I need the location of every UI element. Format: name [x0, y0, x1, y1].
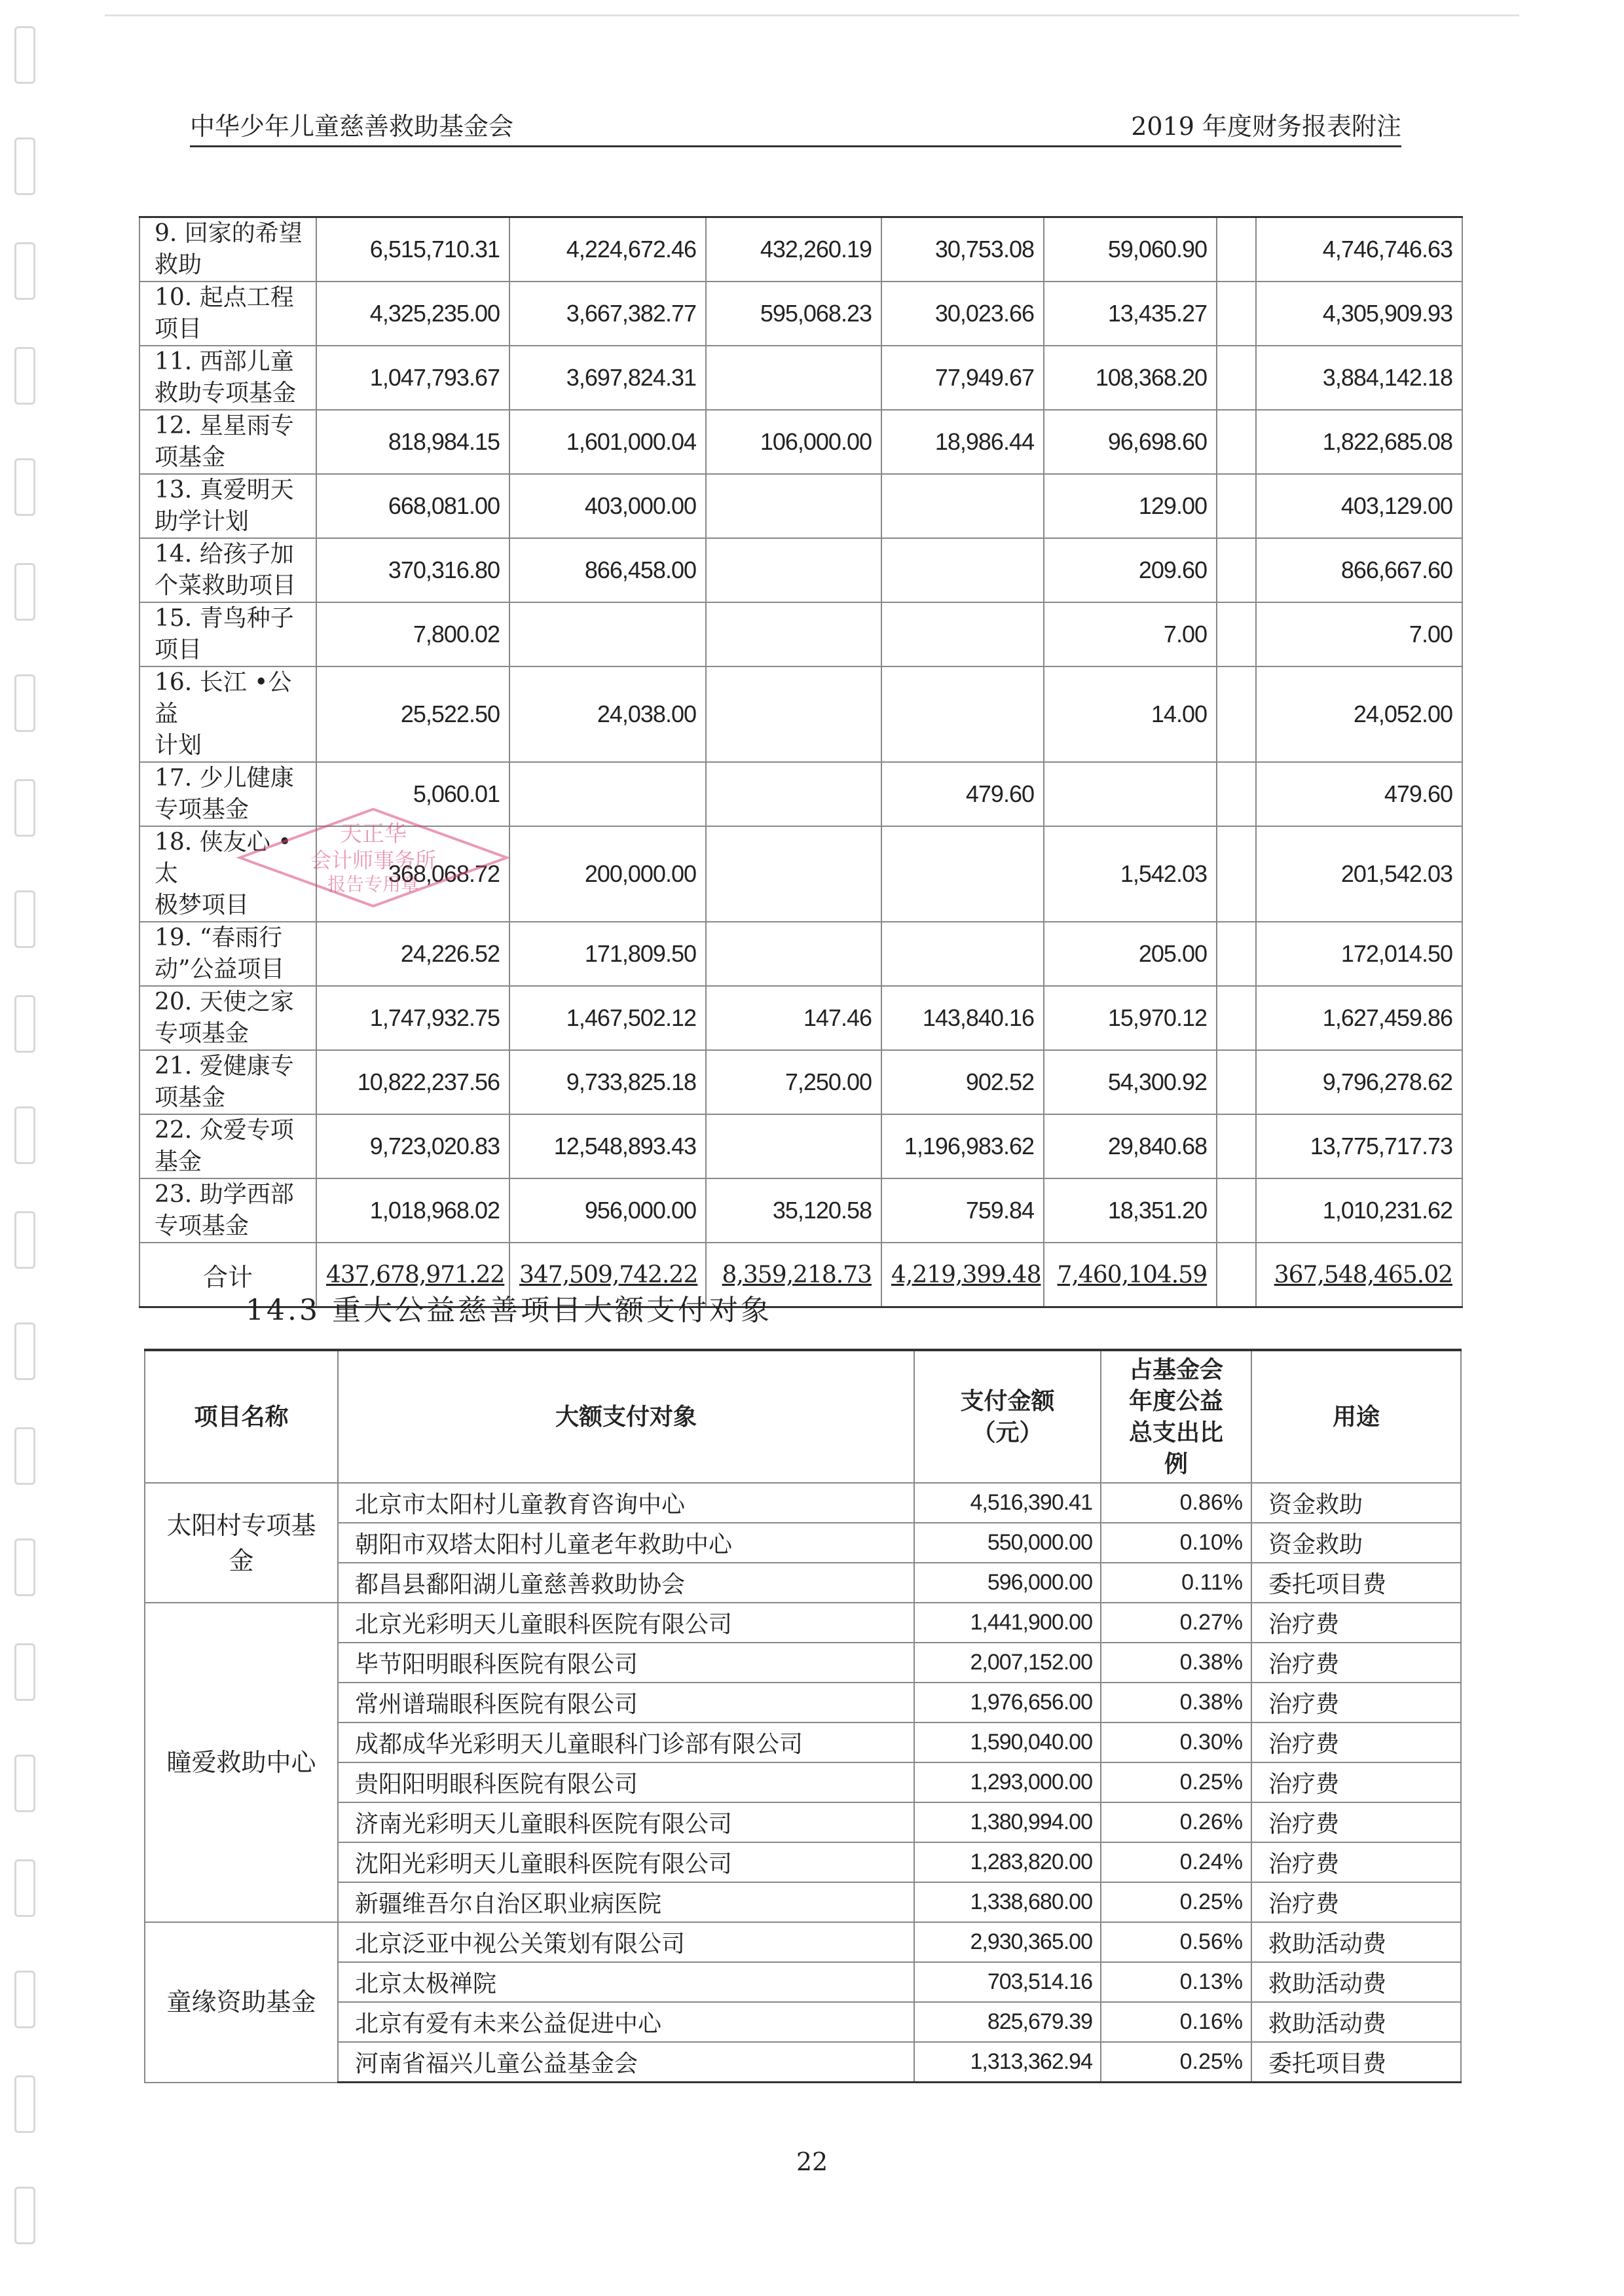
- amount-cell-c4: 902.52: [881, 1050, 1044, 1114]
- table-row: [139, 666, 1462, 762]
- amount-cell-c5: 96,698.60: [1044, 410, 1217, 474]
- payee-cell: 北京泛亚中视公关策划有限公司: [338, 1922, 914, 1962]
- amount-cell-c2: 3,667,382.77: [509, 282, 706, 346]
- project-name-line2: 极梦项目: [155, 892, 249, 919]
- project-name-line2: 计划: [155, 732, 202, 759]
- usage-cell: 委托项目费: [1251, 2042, 1461, 2083]
- binder-mark: [14, 26, 35, 84]
- binder-mark: [14, 347, 35, 405]
- project-name-line2: 专项基金: [155, 1212, 249, 1239]
- amount-cell-c3: [706, 602, 881, 666]
- table-row: [139, 1178, 1462, 1243]
- table-row: [139, 602, 1462, 666]
- amount-cell-c5: 15,970.12: [1044, 986, 1217, 1050]
- table-row: [139, 922, 1462, 986]
- usage-cell: 资金救助: [1251, 1483, 1461, 1523]
- amount-cell-c2: 24,038.00: [509, 666, 706, 762]
- project-name-cell: [139, 922, 316, 986]
- ratio-cell: 0.25%: [1101, 1882, 1251, 1922]
- project-name-cell: [139, 1050, 316, 1114]
- project-name-cell: [139, 410, 316, 474]
- amount-cell: 1,976,656.00: [914, 1683, 1101, 1722]
- amount-cell: 4,516,390.41: [914, 1483, 1101, 1523]
- amount-cell-c3: [706, 826, 881, 922]
- payment-row: [145, 1523, 1461, 1563]
- payee-cell: 北京太极禅院: [338, 1962, 914, 2002]
- payment-row: [145, 1882, 1461, 1922]
- amount-cell: 2,007,152.00: [914, 1643, 1101, 1683]
- payment-row: [145, 2042, 1461, 2083]
- table-row: [139, 410, 1462, 474]
- total-cell-c4: 4,219,399.48: [881, 1243, 1044, 1307]
- payment-row: [145, 1922, 1461, 1962]
- binder-mark: [14, 1643, 35, 1701]
- header-ratio-line3: 总支出比: [1128, 1419, 1223, 1446]
- project-name-cell: [139, 602, 316, 666]
- amount-cell-c4: [881, 474, 1044, 538]
- amount-cell-c3: 106,000.00: [706, 410, 881, 474]
- payee-cell: 北京有爱有未来公益促进中心: [338, 2002, 914, 2042]
- payee-cell: 常州谱瑞眼科医院有限公司: [338, 1683, 914, 1722]
- header-ratio: [1101, 1350, 1251, 1483]
- amount-cell-c2: 171,809.50: [509, 922, 706, 986]
- amount-cell-c7: 4,746,746.63: [1256, 217, 1462, 282]
- project-name-cell: [139, 538, 316, 602]
- project-name-cell: [139, 282, 316, 346]
- payment-row: [145, 1842, 1461, 1882]
- payment-row: [145, 1762, 1461, 1802]
- payee-cell: 北京光彩明天儿童眼科医院有限公司: [338, 1603, 914, 1643]
- usage-cell: 治疗费: [1251, 1762, 1461, 1802]
- ratio-cell: 0.16%: [1101, 2002, 1251, 2042]
- amount-cell-c7: 201,542.03: [1256, 826, 1462, 922]
- amount-cell-c3: [706, 666, 881, 762]
- usage-cell: 救助活动费: [1251, 1922, 1461, 1962]
- amount-cell-c6: [1217, 826, 1256, 922]
- payment-row: [145, 1722, 1461, 1762]
- project-name-cell: [139, 986, 316, 1050]
- amount-cell-c3: [706, 538, 881, 602]
- amount-cell-c4: 18,986.44: [881, 410, 1044, 474]
- amount-cell-c4: 759.84: [881, 1178, 1044, 1243]
- large-payment-table: [144, 1349, 1462, 2083]
- usage-cell: 救助活动费: [1251, 1962, 1461, 2002]
- header-ratio-line2: 年度公益: [1128, 1387, 1223, 1415]
- project-name-line1: 23. 助学西部: [155, 1181, 294, 1208]
- ratio-cell: 0.25%: [1101, 1762, 1251, 1802]
- project-name-cell: [139, 666, 316, 762]
- stamp-line2: 会计师事务所: [310, 848, 437, 873]
- binder-mark: [14, 674, 35, 732]
- amount-cell-c1: 10,822,237.56: [316, 1050, 509, 1114]
- amount-cell-c7: 3,884,142.18: [1256, 346, 1462, 410]
- total-cell-c1: 437,678,971.22: [316, 1243, 509, 1307]
- amount-cell-c5: 7.00: [1044, 602, 1217, 666]
- amount-cell-c5: 14.00: [1044, 666, 1217, 762]
- binder-mark: [14, 2075, 35, 2133]
- project-name-line1: 17. 少儿健康: [155, 765, 294, 792]
- amount-cell: 1,293,000.00: [914, 1762, 1101, 1802]
- amount-cell-c7: 9,796,278.62: [1256, 1050, 1462, 1114]
- project-name-line1: 12. 星星雨专: [155, 412, 294, 439]
- usage-cell: 治疗费: [1251, 1802, 1461, 1842]
- amount-cell-c1: 7,800.02: [316, 602, 509, 666]
- project-name-line2: 项基金: [155, 444, 226, 471]
- payment-row: [145, 1802, 1461, 1842]
- amount-cell-c5: 108,368.20: [1044, 346, 1217, 410]
- total-label: 合计: [139, 1243, 316, 1307]
- report-title: 2019 年度财务报表附注: [1131, 112, 1401, 141]
- ratio-cell: 0.13%: [1101, 1962, 1251, 2002]
- payee-cell: 北京市太阳村儿童教育咨询中心: [338, 1483, 914, 1523]
- payment-row: [145, 1643, 1461, 1683]
- ratio-cell: 0.25%: [1101, 2042, 1251, 2083]
- table-row: [139, 986, 1462, 1050]
- amount-cell-c2: 1,601,000.04: [509, 410, 706, 474]
- amount-cell-c5: [1044, 762, 1217, 826]
- amount-cell-c2: 866,458.00: [509, 538, 706, 602]
- ratio-cell: 0.38%: [1101, 1643, 1251, 1683]
- ratio-cell: 0.56%: [1101, 1922, 1251, 1962]
- amount-cell: 703,514.16: [914, 1962, 1101, 2002]
- binder-mark: [14, 2187, 35, 2244]
- amount-cell-c5: 209.60: [1044, 538, 1217, 602]
- amount-cell-c3: 595,068.23: [706, 282, 881, 346]
- amount-cell-c1: 1,747,932.75: [316, 986, 509, 1050]
- amount-cell-c3: 7,250.00: [706, 1050, 881, 1114]
- binder-mark: [14, 779, 35, 837]
- group-name-line1: 太阳村专项基: [166, 1510, 316, 1540]
- amount-cell-c5: 1,542.03: [1044, 826, 1217, 922]
- amount-cell-c1: 6,515,710.31: [316, 217, 509, 282]
- amount-cell-c6: [1217, 762, 1256, 826]
- usage-cell: 治疗费: [1251, 1842, 1461, 1882]
- stamp-line1: 天正华: [340, 821, 407, 847]
- binder-mark: [14, 1106, 35, 1164]
- amount-cell-c4: [881, 922, 1044, 986]
- ratio-cell: 0.26%: [1101, 1802, 1251, 1842]
- amount-cell-c6: [1217, 1178, 1256, 1243]
- ratio-cell: 0.10%: [1101, 1523, 1251, 1563]
- header-payee: 大额支付对象: [338, 1350, 914, 1483]
- amount-cell-c1: 5,060.01: [316, 762, 509, 826]
- header-amount-line1: 支付金额: [960, 1387, 1055, 1415]
- project-name-line2: 救助专项基金: [155, 380, 297, 407]
- amount-cell-c5: 29,840.68: [1044, 1114, 1217, 1178]
- amount-cell-c2: 12,548,893.43: [509, 1114, 706, 1178]
- amount-cell-c3: [706, 922, 881, 986]
- group-name-line1: 瞳爱救助中心: [166, 1748, 316, 1777]
- amount-cell-c7: 4,305,909.93: [1256, 282, 1462, 346]
- amount-cell-c3: 432,260.19: [706, 217, 881, 282]
- amount-cell-c4: 479.60: [881, 762, 1044, 826]
- binder-mark: [14, 1211, 35, 1269]
- header-ratio-line4: 例: [1164, 1450, 1188, 1478]
- section-title: 14.3 重大公益慈善项目大额支付对象: [246, 1294, 772, 1327]
- total-cell-c5: 7,460,104.59: [1044, 1243, 1217, 1307]
- amount-cell-c6: [1217, 922, 1256, 986]
- project-name-line2: 救助: [155, 251, 202, 278]
- payee-cell: 都昌县鄱阳湖儿童慈善救助协会: [338, 1563, 914, 1603]
- amount-cell-c2: 956,000.00: [509, 1178, 706, 1243]
- amount-cell-c5: 205.00: [1044, 922, 1217, 986]
- amount-cell-c4: [881, 826, 1044, 922]
- project-name-cell: [139, 1178, 316, 1243]
- organization-name: 中华少年儿童慈善救助基金会: [190, 112, 514, 141]
- project-group-cell: [145, 1922, 338, 2083]
- binder-mark: [14, 1322, 35, 1380]
- amount-cell-c6: [1217, 1050, 1256, 1114]
- amount-cell-c6: [1217, 474, 1256, 538]
- amount-cell: 550,000.00: [914, 1523, 1101, 1563]
- amount-cell-c1: 668,081.00: [316, 474, 509, 538]
- payment-row: [145, 1683, 1461, 1722]
- amount-cell-c1: 368,068.72: [316, 826, 509, 922]
- payee-cell: 新疆维吾尔自治区职业病医院: [338, 1882, 914, 1922]
- amount-cell-c7: 866,667.60: [1256, 538, 1462, 602]
- amount-cell: 1,283,820.00: [914, 1842, 1101, 1882]
- page-header: [190, 108, 1401, 147]
- usage-cell: 救助活动费: [1251, 2002, 1461, 2042]
- amount-cell: 1,338,680.00: [914, 1882, 1101, 1922]
- project-name-line2: 助学计划: [155, 508, 249, 535]
- amount-cell-c1: 1,047,793.67: [316, 346, 509, 410]
- usage-cell: 治疗费: [1251, 1882, 1461, 1922]
- amount-cell-c7: 1,627,459.86: [1256, 986, 1462, 1050]
- usage-cell: 资金救助: [1251, 1523, 1461, 1563]
- amount-cell-c6: [1217, 538, 1256, 602]
- usage-cell: 委托项目费: [1251, 1563, 1461, 1603]
- ratio-cell: 0.27%: [1101, 1603, 1251, 1643]
- amount-cell-c1: 9,723,020.83: [316, 1114, 509, 1178]
- table-row: [139, 282, 1462, 346]
- amount-cell-c5: 129.00: [1044, 474, 1217, 538]
- payee-cell: 朝阳市双塔太阳村儿童老年救助中心: [338, 1523, 914, 1563]
- project-name-cell: [139, 474, 316, 538]
- amount-cell-c6: [1217, 282, 1256, 346]
- payee-cell: 河南省福兴儿童公益基金会: [338, 2042, 914, 2083]
- binder-mark: [14, 563, 35, 621]
- amount-cell-c4: 143,840.16: [881, 986, 1044, 1050]
- amount-cell-c5: 54,300.92: [1044, 1050, 1217, 1114]
- amount-cell-c5: 59,060.90: [1044, 217, 1217, 282]
- binder-mark: [14, 1859, 35, 1917]
- payment-row: [145, 2002, 1461, 2042]
- binder-mark: [14, 137, 35, 195]
- amount-cell-c3: [706, 762, 881, 826]
- usage-cell: 治疗费: [1251, 1603, 1461, 1643]
- amount-cell-c7: 24,052.00: [1256, 666, 1462, 762]
- project-name-line1: 22. 众爱专项: [155, 1117, 294, 1144]
- amount-cell-c1: 25,522.50: [316, 666, 509, 762]
- binder-mark: [14, 1427, 35, 1485]
- binder-mark: [14, 1539, 35, 1596]
- table-header-row: [145, 1350, 1461, 1483]
- amount-cell-c6: [1217, 346, 1256, 410]
- ratio-cell: 0.30%: [1101, 1722, 1251, 1762]
- amount-cell-c4: [881, 538, 1044, 602]
- ratio-cell: 0.24%: [1101, 1842, 1251, 1882]
- ratio-cell: 0.11%: [1101, 1563, 1251, 1603]
- usage-cell: 治疗费: [1251, 1683, 1461, 1722]
- amount-cell: 825,679.39: [914, 2002, 1101, 2042]
- project-name-line1: 21. 爱健康专: [155, 1053, 294, 1080]
- amount-cell-c5: 18,351.20: [1044, 1178, 1217, 1243]
- project-name-line1: 16. 长江 •公益: [155, 669, 292, 727]
- amount-cell-c2: 403,000.00: [509, 474, 706, 538]
- amount-cell-c4: 30,023.66: [881, 282, 1044, 346]
- amount-cell-c3: [706, 346, 881, 410]
- project-name-line1: 18. 侠友心 •太: [155, 829, 292, 887]
- project-name-line1: 20. 天使之家: [155, 989, 294, 1015]
- payee-cell: 济南光彩明天儿童眼科医院有限公司: [338, 1802, 914, 1842]
- project-name-line1: 9. 回家的希望: [155, 220, 303, 247]
- project-name-cell: [139, 346, 316, 410]
- amount-cell-c3: [706, 1114, 881, 1178]
- project-name-line2: 基金: [155, 1148, 202, 1175]
- audit-stamp: [236, 805, 511, 910]
- amount-cell-c4: 30,753.08: [881, 217, 1044, 282]
- amount-cell-c1: 24,226.52: [316, 922, 509, 986]
- table-row: [139, 538, 1462, 602]
- payee-cell: 沈阳光彩明天儿童眼科医院有限公司: [338, 1842, 914, 1882]
- binder-mark: [14, 890, 35, 948]
- amount-cell: 2,930,365.00: [914, 1922, 1101, 1962]
- usage-cell: 治疗费: [1251, 1722, 1461, 1762]
- binder-mark: [14, 242, 35, 300]
- table-row: [139, 217, 1462, 282]
- project-name-line2: 项基金: [155, 1084, 226, 1111]
- project-name-cell: [139, 217, 316, 282]
- amount-cell-c3: [706, 474, 881, 538]
- amount-cell-c1: 818,984.15: [316, 410, 509, 474]
- project-name-line2: 专项基金: [155, 1020, 249, 1047]
- amount-cell: 1,441,900.00: [914, 1603, 1101, 1643]
- total-cell-c6: [1217, 1243, 1256, 1307]
- payment-row: [145, 1563, 1461, 1603]
- binder-mark: [14, 1971, 35, 2028]
- amount-cell-c5: 13,435.27: [1044, 282, 1217, 346]
- usage-cell: 治疗费: [1251, 1643, 1461, 1683]
- payee-cell: 成都成华光彩明天儿童眼科门诊部有限公司: [338, 1722, 914, 1762]
- stamp-line3: 报告专用章: [327, 873, 420, 895]
- project-name-line2: 专项基金: [155, 796, 249, 823]
- project-name-line2: 个菜救助项目: [155, 572, 297, 599]
- project-name-cell: [139, 1114, 316, 1178]
- binder-mark: [14, 995, 35, 1053]
- project-name-line1: 11. 西部儿童: [155, 348, 294, 375]
- amount-cell: 1,590,040.00: [914, 1722, 1101, 1762]
- amount-cell-c2: 9,733,825.18: [509, 1050, 706, 1114]
- amount-cell-c4: [881, 666, 1044, 762]
- amount-cell-c6: [1217, 217, 1256, 282]
- amount-cell-c2: 1,467,502.12: [509, 986, 706, 1050]
- amount-cell-c6: [1217, 986, 1256, 1050]
- amount-cell: 1,380,994.00: [914, 1802, 1101, 1842]
- amount-cell-c6: [1217, 410, 1256, 474]
- amount-cell-c4: [881, 602, 1044, 666]
- project-name-line2: 项目: [155, 636, 202, 663]
- project-name-line1: 15. 青鸟种子: [155, 605, 294, 632]
- amount-cell-c2: [509, 602, 706, 666]
- amount-cell-c3: 35,120.58: [706, 1178, 881, 1243]
- header-project-name: 项目名称: [145, 1350, 338, 1483]
- ratio-cell: 0.38%: [1101, 1683, 1251, 1722]
- amount-cell: 596,000.00: [914, 1563, 1101, 1603]
- table-row: [139, 1050, 1462, 1114]
- total-cell-c2: 347,509,742.22: [509, 1243, 706, 1307]
- amount-cell-c7: 403,129.00: [1256, 474, 1462, 538]
- total-cell-c7: 367,548,465.02: [1256, 1243, 1462, 1307]
- amount-cell-c6: [1217, 602, 1256, 666]
- table-row: [139, 346, 1462, 410]
- payment-row: [145, 1603, 1461, 1643]
- amount-cell-c2: 200,000.00: [509, 826, 706, 922]
- amount-cell-c1: 1,018,968.02: [316, 1178, 509, 1243]
- project-name-line1: 19. “春雨行: [155, 924, 283, 951]
- table-row: [139, 474, 1462, 538]
- amount-cell-c1: 4,325,235.00: [316, 282, 509, 346]
- amount-cell-c1: 370,316.80: [316, 538, 509, 602]
- amount-cell-c7: 172,014.50: [1256, 922, 1462, 986]
- payee-cell: 毕节阳明眼科医院有限公司: [338, 1643, 914, 1683]
- project-group-cell: [145, 1483, 338, 1603]
- amount-cell-c6: [1217, 1114, 1256, 1178]
- project-name-line2: 动”公益项目: [155, 956, 285, 983]
- payment-row: [145, 1483, 1461, 1523]
- project-fund-table: [139, 216, 1463, 1308]
- payee-cell: 贵阳阳明眼科医院有限公司: [338, 1762, 914, 1802]
- group-name-line1: 童缘资助基金: [166, 1988, 316, 2017]
- binder-mark: [14, 1755, 35, 1812]
- amount-cell-c3: 147.46: [706, 986, 881, 1050]
- amount-cell-c7: 1,822,685.08: [1256, 410, 1462, 474]
- project-name-line2: 项目: [155, 316, 202, 342]
- binder-mark: [14, 458, 35, 516]
- table-row: [139, 1114, 1462, 1178]
- total-cell-c3: 8,359,218.73: [706, 1243, 881, 1307]
- ratio-cell: 0.86%: [1101, 1483, 1251, 1523]
- project-group-cell: [145, 1603, 338, 1922]
- page-number: 22: [796, 2147, 828, 2176]
- header-rule: [190, 145, 1401, 147]
- amount-cell-c2: [509, 762, 706, 826]
- amount-cell-c7: 1,010,231.62: [1256, 1178, 1462, 1243]
- project-name-line1: 14. 给孩子加: [155, 541, 294, 568]
- scan-edge: [105, 14, 1519, 16]
- amount-cell-c4: 1,196,983.62: [881, 1114, 1044, 1178]
- amount-cell-c6: [1217, 666, 1256, 762]
- header-usage: 用途: [1251, 1350, 1461, 1483]
- payment-row: [145, 1962, 1461, 2002]
- project-name-line1: 10. 起点工程: [155, 284, 294, 311]
- amount-cell-c7: 13,775,717.73: [1256, 1114, 1462, 1178]
- header-ratio-line1: 占基金会: [1128, 1356, 1223, 1383]
- amount-cell: 1,313,362.94: [914, 2042, 1101, 2083]
- amount-cell-c4: 77,949.67: [881, 346, 1044, 410]
- header-amount: [914, 1350, 1101, 1483]
- group-name-line2: 金: [229, 1546, 254, 1575]
- amount-cell-c7: 7.00: [1256, 602, 1462, 666]
- project-name-line1: 13. 真爱明天: [155, 477, 294, 503]
- amount-cell-c7: 479.60: [1256, 762, 1462, 826]
- amount-cell-c2: 4,224,672.46: [509, 217, 706, 282]
- header-amount-line2: （元）: [972, 1419, 1043, 1446]
- amount-cell-c2: 3,697,824.31: [509, 346, 706, 410]
